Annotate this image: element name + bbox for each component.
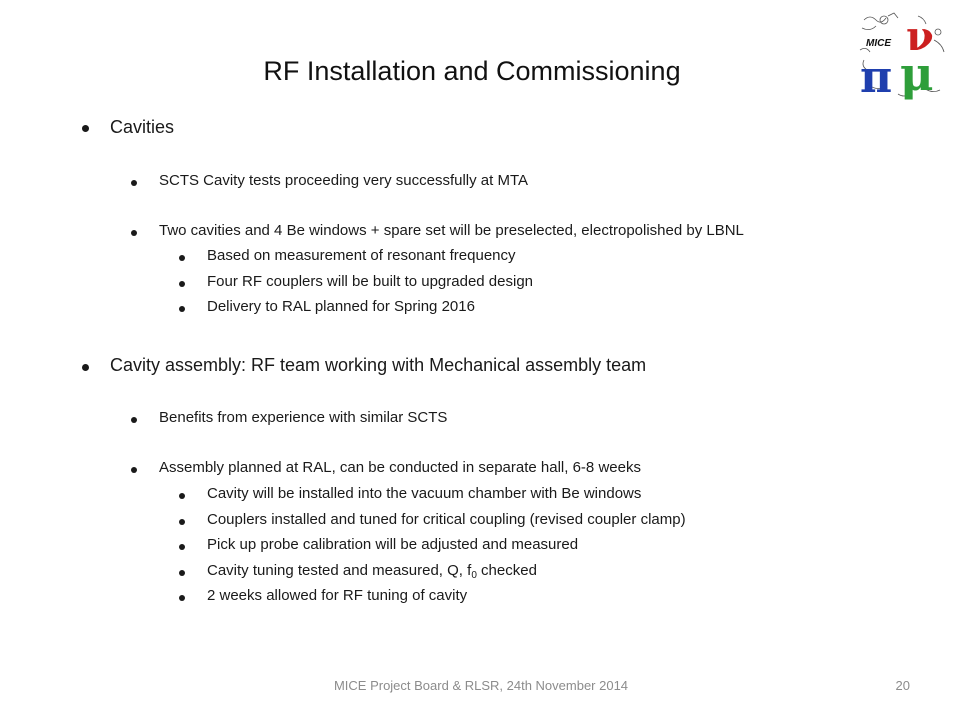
bullet-dot — [179, 281, 185, 287]
list-item: Benefits from experience with similar SCTS — [159, 409, 448, 426]
bullet-dot — [82, 364, 89, 371]
bullet-dot — [179, 493, 185, 499]
svg-text:μ: μ — [900, 47, 934, 101]
svg-text:π: π — [860, 52, 893, 102]
list-subitem: Four RF couplers will be built to upgraded design — [207, 273, 534, 290]
bullet-dot — [131, 180, 137, 186]
list-subitem: 2 weeks allowed for RF tuning of cavity — [207, 587, 468, 604]
footer: MICE Project Board & RLSR, 24th November 2014 — [333, 678, 629, 693]
list-subitem: Couplers installed and tuned for critical coupling (revised coupler clamp) — [207, 511, 686, 528]
bullet-dot — [131, 230, 137, 236]
section-heading-cavity-assembly: Cavity assembly: RF team working with Mechanical assembly team — [110, 355, 647, 375]
svg-text:ν: ν — [906, 13, 934, 60]
list-item: Two cavities and 4 Be windows + spare set will be preselected, electropolished by LBNL — [159, 222, 744, 239]
subitem-text-before: Cavity tuning tested and measured, Q, f — [207, 562, 472, 579]
bullet-dot — [82, 125, 89, 132]
list-subitem: Cavity will be installed into the vacuum chamber with Be windows — [207, 485, 642, 502]
page-number: 20 — [895, 678, 910, 693]
section-heading-cavities: Cavities — [110, 117, 175, 137]
bullet-dot — [179, 306, 185, 312]
bullet-dot — [131, 467, 137, 473]
list-subitem: Delivery to RAL planned for Spring 2016 — [207, 298, 475, 315]
subitem-text-after: checked — [476, 562, 537, 579]
logo-label: MICE — [866, 38, 891, 49]
bullet-dot — [179, 519, 185, 525]
mice-logo — [858, 10, 948, 102]
slide-title: RF Installation and Commissioning — [263, 56, 681, 86]
list-subitem: Based on measurement of resonant frequency — [207, 247, 516, 264]
bullet-dot — [179, 570, 185, 576]
list-item: SCTS Cavity tests proceeding very successfully at MTA — [159, 172, 529, 189]
bullet-dot — [131, 417, 137, 423]
bullet-dot — [179, 595, 185, 601]
list-subitem: Pick up probe calibration will be adjusted and measured — [207, 536, 579, 553]
subscript: 0 — [471, 570, 477, 581]
list-subitem — [207, 562, 537, 581]
bullet-dot — [179, 544, 185, 550]
list-item: Assembly planned at RAL, can be conducted in separate hall, 6-8 weeks — [159, 459, 641, 476]
bullet-dot — [179, 255, 185, 261]
